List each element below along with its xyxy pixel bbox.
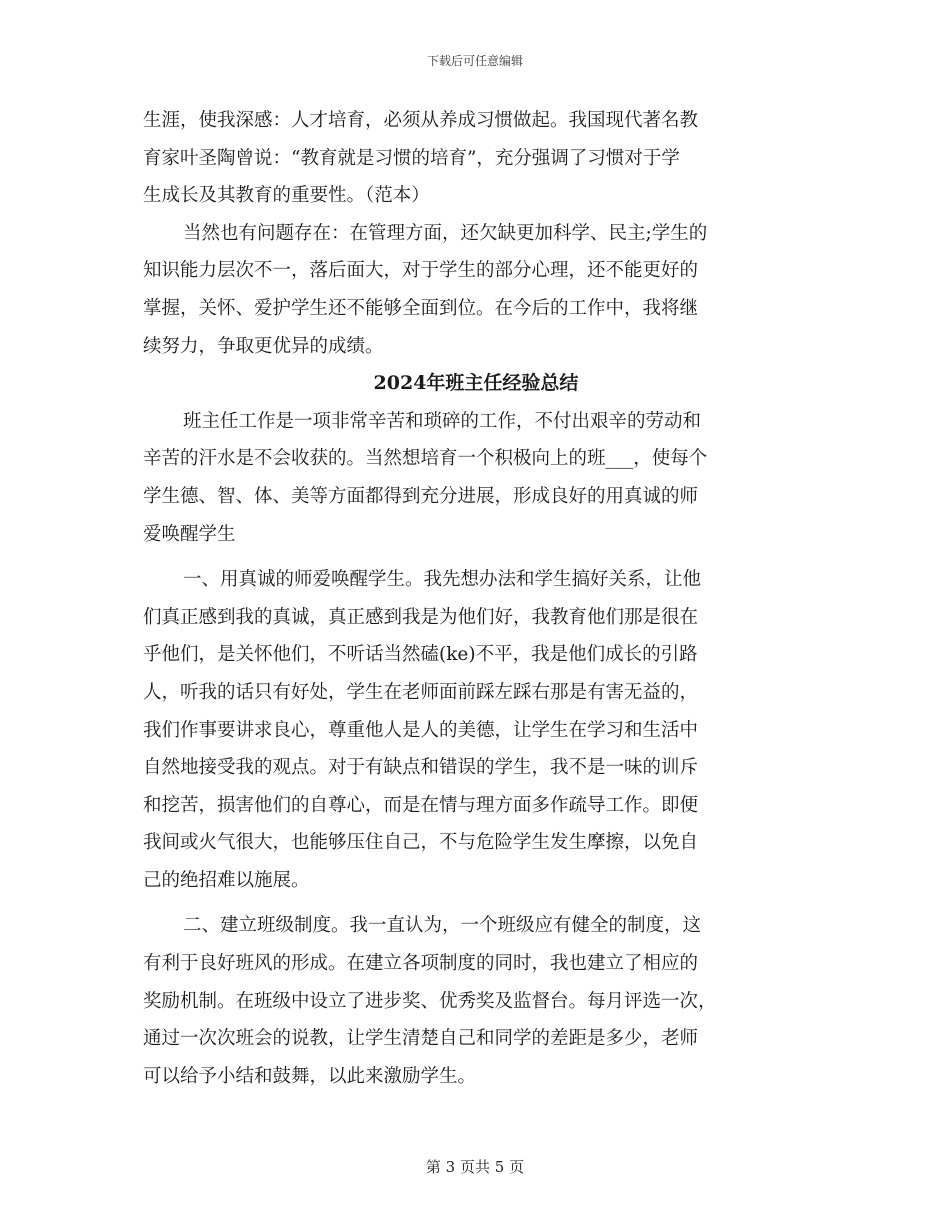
text-line: 知识能力层次不一，落后面大，对于学生的部分心理，还不能更好的 <box>143 260 699 282</box>
text-line: 爱唤醒学生 <box>143 523 236 545</box>
paragraph-gap <box>143 553 809 561</box>
text-line: 辛苦的汗水是不会收获的。当然想培育一个积极向上的班___，使每个 <box>143 448 708 470</box>
text-line: 乎他们，是关怀他们，不听话当然磕(ke)不平，我是他们成长的引路 <box>143 644 698 666</box>
text-line: 续努力，争取更优异的成绩。 <box>143 335 384 357</box>
paragraph-5 <box>143 907 809 1095</box>
section-title: 2024年班主任经验总结 <box>373 372 579 395</box>
text-line: 可以给予小结和鼓舞，以此来激励学生。 <box>143 1065 477 1087</box>
page-footer: 第 3 页共 5 页 <box>425 1158 525 1176</box>
text-line: 当然也有问题存在：在管理方面，还欠缺更加科学、民主;学生的 <box>183 222 708 244</box>
text-line: 有利于良好班风的形成。在建立各项制度的同时，我也建立了相应的 <box>143 953 699 975</box>
text-line: 生成长及其教育的重要性。（范本） <box>143 185 430 207</box>
text-line: 育家叶圣陶曾说：“教育就是习惯的培育”，充分强调了习惯对于学 <box>143 147 680 169</box>
text-line: 通过一次次班会的说教，让学生清楚自己和同学的差距是多少，老师 <box>143 1028 699 1050</box>
text-line: 自然地接受我的观点。对于有缺点和错误的学生，我不是一味的训斥 <box>143 757 699 779</box>
text-line: 我间或火气很大，也能够压住自己，不与危险学生发生摩擦，以免自 <box>143 832 699 854</box>
page-header: 下载后可任意编辑 <box>426 54 523 68</box>
text-line: 们真正感到我的真诚，真正感到我是为他们好，我教育他们那是很在 <box>143 606 699 628</box>
text-line: 己的绝招难以施展。 <box>143 869 310 891</box>
text-line: 人，听我的话只有好处，学生在老师面前踩左踩右那是有害无益的， <box>143 681 699 703</box>
text-line: 二、建立班级制度。我一直认为，一个班级应有健全的制度，这 <box>183 915 702 937</box>
text-line: 班主任工作是一项非常辛苦和琐碎的工作，不付出艰辛的劳动和 <box>183 410 702 432</box>
text-line: 生涯，使我深感：人才培育，必须从养成习惯做起。我国现代著名教 <box>143 110 699 131</box>
paragraph-2 <box>143 215 809 365</box>
paragraph-1 <box>143 102 809 215</box>
text-line: 学生德、智、体、美等方面都得到充分进展，形成良好的用真诚的师 <box>143 485 699 507</box>
document-body <box>143 102 809 1095</box>
paragraph-gap <box>143 899 809 907</box>
text-line: 我们作事要讲求良心，尊重他人是人的美德，让学生在学习和生活中 <box>143 719 699 741</box>
text-line: 和挖苦，损害他们的自尊心，而是在情与理方面多作疏导工作。即便 <box>143 794 699 816</box>
text-line: 奖励机制。在班级中设立了进步奖、优秀奖及监督台。每月评选一次， <box>143 990 717 1012</box>
paragraph-3 <box>143 403 809 553</box>
paragraph-4 <box>143 561 809 899</box>
text-line: 一、用真诚的师爱唤醒学生。我先想办法和学生搞好关系，让他 <box>183 569 702 591</box>
text-line: 掌握，关怀、爱护学生还不能够全面到位。在今后的工作中，我将继 <box>143 297 699 319</box>
